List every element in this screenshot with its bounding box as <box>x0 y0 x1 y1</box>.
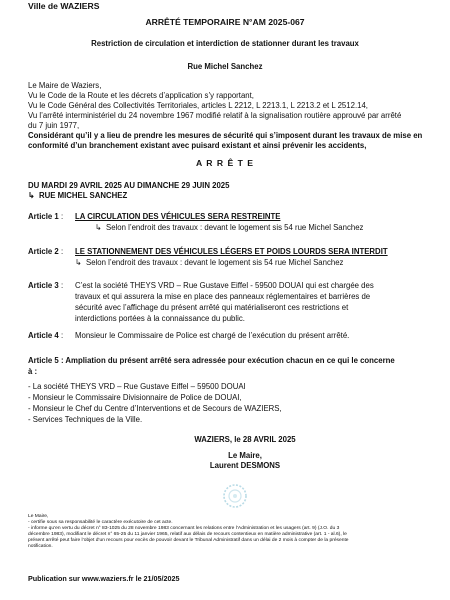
recipient-item: - Monsieur le Commissaire Divisionnaire de Police de DOUAI, <box>28 393 242 402</box>
preamble-mayor: Le Maire de Waziers, <box>28 81 102 90</box>
article-3-line-4: interdictions portées à la connaissance du public. <box>75 314 245 323</box>
recipient-text: Monsieur le Commissaire Divisionnaire de Police de DOUAI, <box>32 393 242 402</box>
article-2-detail <box>75 258 343 268</box>
arrete-heading: A R R Ê T E <box>196 158 254 168</box>
considering-line-1: Considérant qu’il y a lieu de prendre les mesures de sécurité qui s’imposent durant les travaux de mise en <box>28 131 423 140</box>
recipient-item: - Services Techniques de la Ville. <box>28 415 143 424</box>
arrow-icon: ↳ <box>95 223 102 232</box>
signature-role: Le Maire, <box>228 451 262 460</box>
detail-text: Selon l’endroit des travaux : devant le logement sis 54 rue Michel Sanchez <box>86 258 344 267</box>
article-5-text: : Ampliation du présent arrêté sera adressée pour exécution chacun en ce qui le concerne <box>58 356 395 365</box>
article-2-label <box>28 247 63 257</box>
arrow-icon: ↳ <box>75 258 82 267</box>
footnote-line-1: Le Maire, <box>28 514 49 519</box>
article-3-label <box>28 281 63 291</box>
article-sep: : <box>58 247 64 256</box>
article-5-line-1 <box>28 356 395 366</box>
footnote-line-5: présent arrêté peut faire l’objet d’un recours pour excès de pouvoir devant le Tribunal Administratif dans un délai de 2 mois à compter de la présente <box>28 538 349 543</box>
preamble-arrete-1977: du 7 juin 1977, <box>28 121 80 130</box>
article-label: Article 1 <box>28 212 59 221</box>
period-street <box>28 191 127 201</box>
article-4-text: Monsieur le Commissaire de Police est chargé de l’exécution du présent arrêté. <box>75 331 350 340</box>
recipient-item: - Monsieur le Chef du Centre d’Interventions et de Secours de WAZIERS, <box>28 404 282 413</box>
period-street-label: RUE MICHEL SANCHEZ <box>39 191 128 200</box>
signature-place-date: WAZIERS, le 28 AVRIL 2025 <box>194 435 296 444</box>
detail-text: Selon l’endroit des travaux : devant le logement sis 54 rue Michel Sanchez <box>106 223 364 232</box>
footnote-line-3: - informe qu’en vertu du décret n° 83-1025 du 28 novembre 1983 concernant les relations entre l’Administration et les usagers (art. 9) (J.O. du 3 <box>28 526 340 531</box>
recipient-item: - La société THEYS VRD – Rue Gustave Eiffel – 59500 DOUAI <box>28 382 246 391</box>
footnote-line-2: - certifie sous sa responsabilité le caractère exécutoire de cet acte. <box>28 520 173 525</box>
arrow-icon: ↳ <box>28 191 35 200</box>
seal-icon <box>222 483 248 509</box>
article-label: Article 3 <box>28 281 59 290</box>
recipient-text: La société THEYS VRD – Rue Gustave Eiffel – 59500 DOUAI <box>32 382 246 391</box>
recipient-text: Services Techniques de la Ville. <box>32 415 143 424</box>
period-dates: DU MARDI 29 AVRIL 2025 AU DIMANCHE 29 JUIN 2025 <box>28 181 230 190</box>
article-sep: : <box>58 212 64 221</box>
article-label: Article 2 <box>28 247 59 256</box>
decree-title: ARRÊTÉ TEMPORAIRE N°AM 2025-067 <box>145 17 305 27</box>
article-3-line-1: C’est la société THEYS VRD – Rue Gustave Eiffel - 59500 DOUAI qui est chargée des <box>75 281 374 290</box>
decree-street: Rue Michel Sanchez <box>187 62 263 71</box>
considering-line-2: conformité d’un branchement existant avec puisard existant et ainsi prévenir les accidents, <box>28 141 367 150</box>
article-sep: : <box>58 331 64 340</box>
article-4-label <box>28 331 63 341</box>
decree-subtitle: Restriction de circulation et interdiction de stationner durant les travaux <box>91 39 359 48</box>
footnote-line-6: notification. <box>28 544 53 549</box>
preamble-cgct: Vu le Code Général des Collectivités Territoriales, articles L 2212, L 2213.1, L 2213.2 et L 2512.14, <box>28 101 368 110</box>
preamble-code-route: Vu le Code de la Route et les décrets d’application s’y rapportant, <box>28 91 254 100</box>
article-1-heading: LA CIRCULATION DES VÉHICULES SERA RESTREINTE <box>75 212 281 221</box>
recipient-text: Monsieur le Chef du Centre d’Interventions et de Secours de WAZIERS, <box>32 404 282 413</box>
signature-name: Laurent DESMONS <box>209 461 281 470</box>
article-3-line-2: travaux et qui assurera la mise en place des panneaux réglementaires et barrières de <box>75 292 371 301</box>
article-label: Article 4 <box>28 331 59 340</box>
article-2-heading: LE STATIONNEMENT DES VÉHICULES LÉGERS ET POIDS LOURDS SERA INTERDIT <box>75 247 388 256</box>
article-1-detail <box>95 223 363 233</box>
article-sep: : <box>58 281 64 290</box>
publication-notice: Publication sur www.waziers.fr le 21/05/2025 <box>28 574 180 583</box>
article-5-line-2: à : <box>28 367 38 376</box>
article-1-label <box>28 212 63 222</box>
preamble-arrete-1967: Vu l’arrêté interministériel du 24 novembre 1967 modifié relatif à la signalisation routière approuvé par arrêté <box>28 111 402 120</box>
commune-name: Ville de WAZIERS <box>28 1 100 11</box>
article-3-line-3: sécurité avec l’affichage du présent arrêté qui matérialiseront ces restrictions et <box>75 303 349 312</box>
article-label: Article 5 <box>28 356 59 365</box>
footnote-line-4: décembre 1983), modifiant le décret n° 65-25 du 11 janvier 1965, relatif aux délais de recours contentieux en matière administrative (art. 1 - al.6), le <box>28 532 347 537</box>
